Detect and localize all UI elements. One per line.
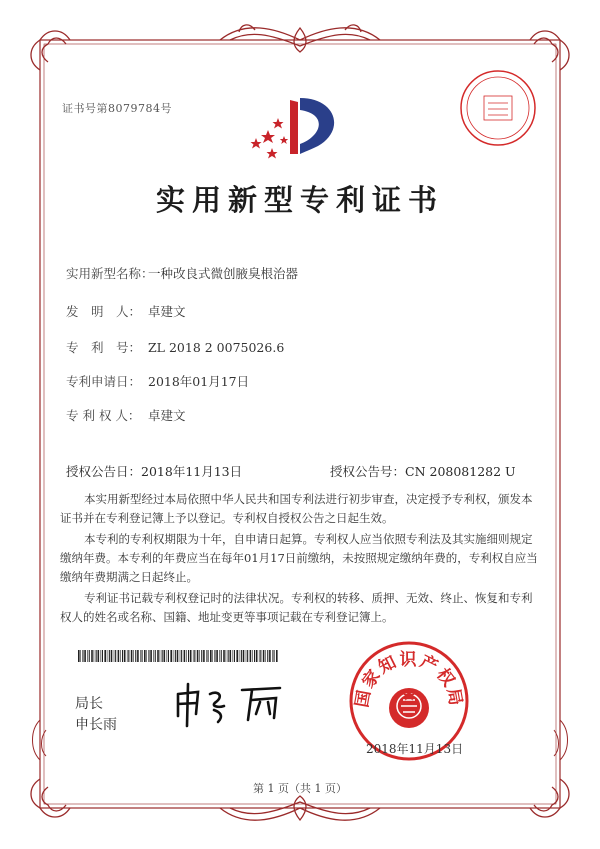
field-value: ZL 2018 2 0075026.6: [148, 340, 285, 355]
registration-seal-icon: [458, 68, 538, 148]
seal-text: 国家知识产权局: [352, 650, 466, 709]
field-value: 2018年11月13日: [141, 464, 243, 479]
paragraph-grant: 本实用新型经过本局依照中华人民共和国专利法进行初步审查，决定授予专利权，颁发本证书并在专利登记簿上予以登记。专利权自授权公告之日起生效。: [60, 492, 533, 525]
field-label: 专 利 号：: [66, 340, 142, 355]
certificate-number: 证书号第8079784号: [62, 102, 172, 115]
field-value: 2018年01月17日: [148, 374, 250, 389]
director-title: 局长: [75, 696, 103, 712]
field-label: 发 明 人：: [66, 304, 142, 319]
cnipa-logo-icon: [248, 92, 358, 172]
paragraph-term: 本专利的专利权期限为十年，自申请日起算。专利权人应当依照专利法及其实施细则规定缴纳年费。本专利的年费应当在每年01月17日前缴纳，未按照规定缴纳年费的，专利权自应当缴纳年费期满之日起终止。: [60, 532, 538, 584]
patentee-row: [66, 406, 186, 424]
field-label: 授权公告日：: [66, 464, 142, 479]
page-number: 第 1 页（共 1 页）: [253, 782, 347, 795]
utility-model-name-row: [66, 264, 298, 282]
field-label: 专 利 权 人：: [66, 408, 141, 423]
field-value: 卓建文: [148, 304, 186, 319]
field-value: CN 208081282 U: [405, 464, 516, 479]
paragraph-legal-status: 专利证书记载专利权登记时的法律状况。专利权的转移、质押、无效、终止、恢复和专利权人的姓名或名称、国籍、地址变更等事项记载在专利登记簿上。: [60, 591, 533, 624]
field-label: 授权公告号：: [330, 464, 406, 479]
grant-date-row: [66, 462, 242, 480]
certificate-title: 实用新型专利证书: [155, 183, 444, 217]
field-label: 实用新型名称：: [66, 266, 154, 281]
patent-number-row: [66, 338, 284, 356]
field-value: 卓建文: [148, 408, 186, 423]
inventor-row: [66, 302, 186, 320]
application-date-row: [66, 372, 249, 390]
barcode-icon: [78, 650, 278, 662]
seal-date: 2018年11月13日: [366, 742, 464, 756]
director-name: 申长雨: [75, 717, 117, 733]
publication-number-row: [330, 462, 516, 480]
signature-icon: [170, 680, 300, 730]
field-label: 专利申请日：: [66, 374, 142, 389]
field-value: 一种改良式微创腋臭根治器: [148, 266, 299, 281]
